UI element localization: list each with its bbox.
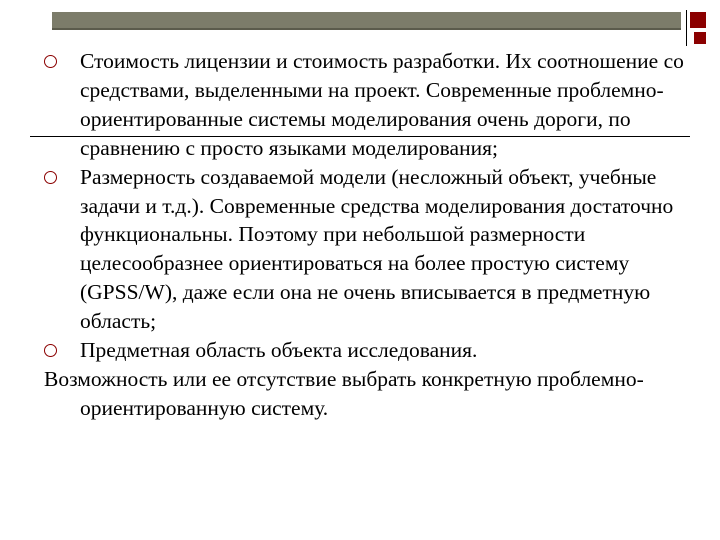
slide-body bbox=[44, 47, 694, 423]
hollow-circle-icon bbox=[44, 171, 57, 184]
closing-paragraph: Возможность или ее отсутствие выбрать конкретную проблемно-ориентированную систему. bbox=[44, 366, 644, 420]
title-bar-decoration bbox=[52, 12, 681, 30]
bullet-item-model-size bbox=[44, 163, 694, 336]
corner-square-large bbox=[690, 12, 706, 28]
hollow-circle-icon bbox=[44, 55, 57, 68]
bullet-text: Стоимость лицензии и стоимость разработки. Их соотношение со средствами, выделенными на проект. Современные проблемно-ориентированные системы моделирования очень дороги, по сравнению с просто языками моделирования; bbox=[80, 49, 684, 160]
bullet-text: Размерность создаваемой модели (несложный объект, учебные задачи и т.д.). Современные средства моделирования достаточно функциональны. Поэтому при небольшой размерности целесообразнее ориентироваться на более простую систему (GPSS/W), даже если она не очень вписывается в предметную область; bbox=[80, 164, 674, 334]
hollow-circle-icon bbox=[44, 344, 57, 357]
corner-square-small bbox=[694, 32, 706, 44]
bullet-item-license-cost bbox=[44, 47, 694, 163]
bullet-text: Предметная область объекта исследования. bbox=[80, 338, 478, 363]
bullet-item-subject-area bbox=[44, 336, 694, 365]
corner-divider-line bbox=[686, 10, 687, 46]
